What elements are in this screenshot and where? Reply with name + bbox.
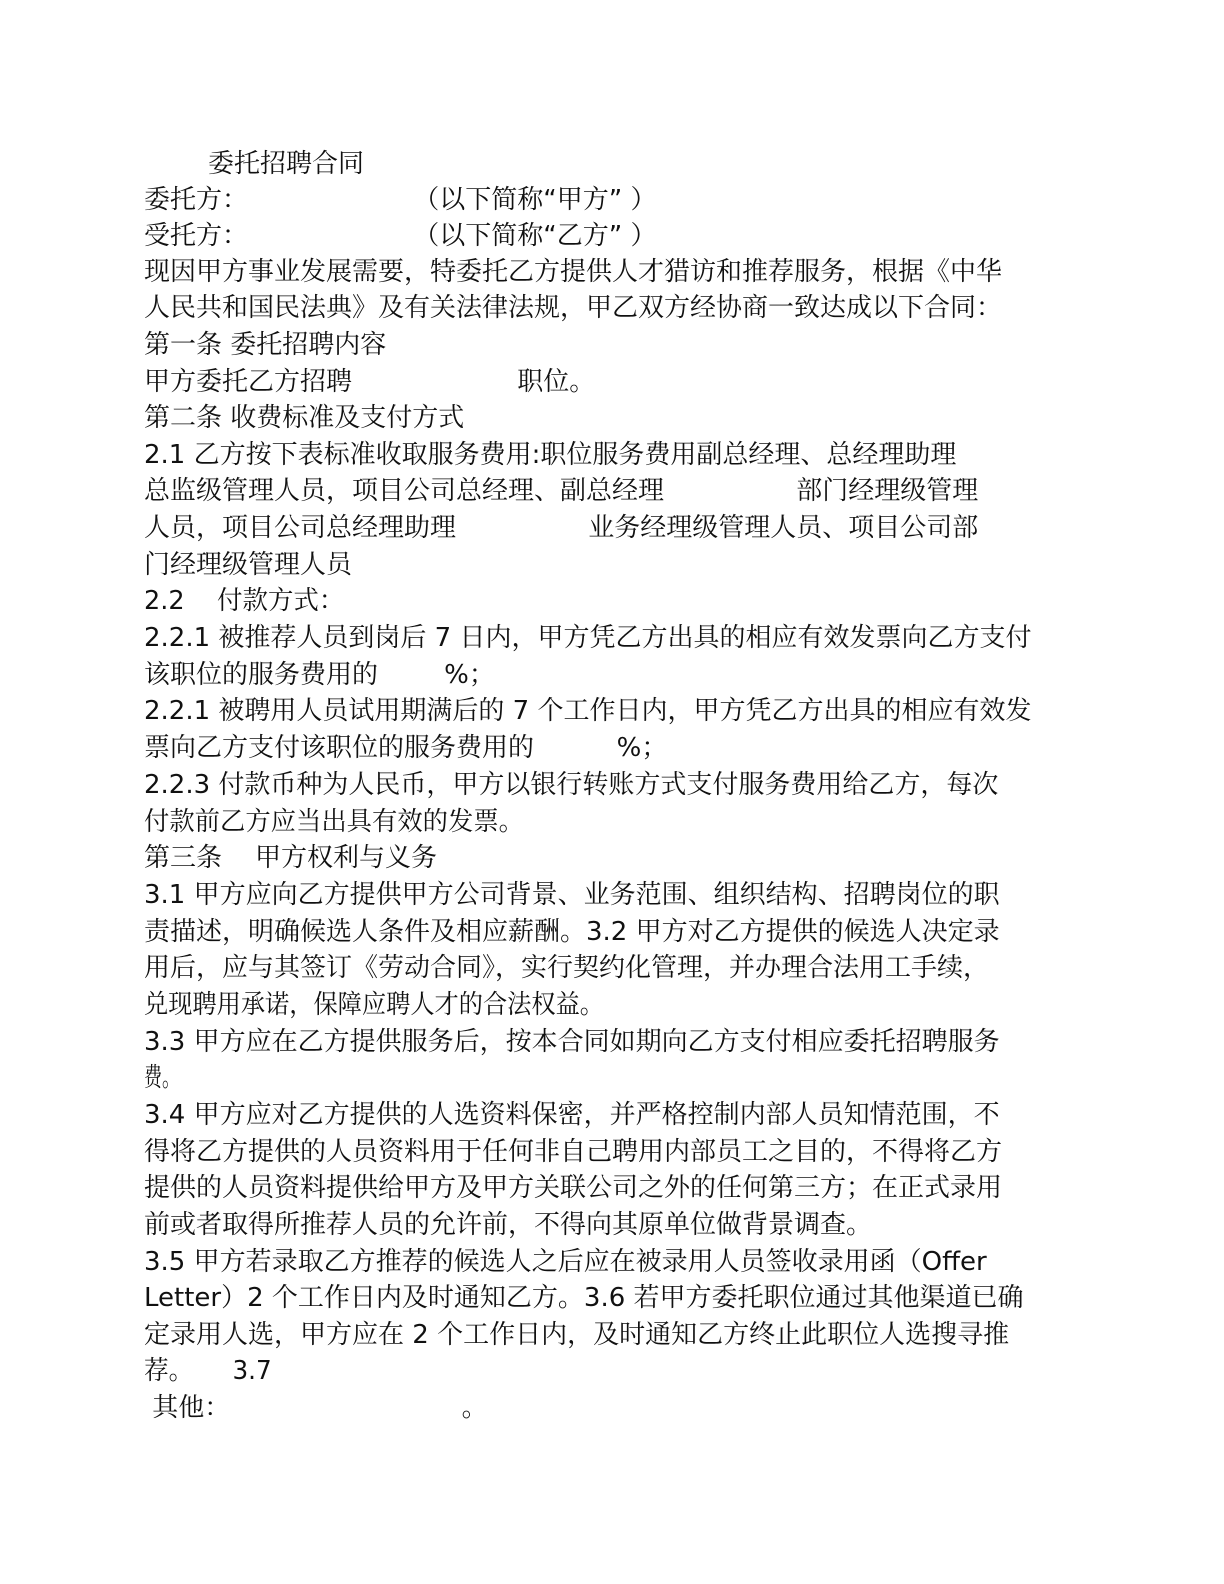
document-line: 提供的人员资料提供给甲方及甲方关联公司之外的任何第三方；在正式录用	[144, 1173, 1003, 1203]
document-line: 受托方： （以下简称“乙方” ）	[144, 221, 657, 251]
document-line: 第三条 甲方权利与义务	[144, 843, 438, 873]
document-line: 3.3 甲方应在乙方提供服务后，按本合同如期向乙方支付相应委托招聘服务	[144, 1027, 1000, 1057]
document-line: 现因甲方事业发展需要，特委托乙方提供人才猎访和推荐服务，根据《中华	[144, 257, 1003, 287]
document-line: 2.1 乙方按下表标准收取服务费用:职位服务费用副总经理、总经理助理	[144, 440, 957, 470]
document-line: 荐。 3.7	[144, 1356, 272, 1386]
document-line: 人员，项目公司总经理助理 业务经理级管理人员、项目公司部	[144, 513, 979, 543]
document-line: 定录用人选，甲方应在 2 个工作日内，及时通知乙方终止此职位人选搜寻推	[144, 1320, 1010, 1350]
document-line: 人民共和国民法典》及有关法律法规，甲乙双方经协商一致达成以下合同：	[144, 293, 1003, 323]
document-line: 2.2.3 付款币种为人民币，甲方以银行转账方式支付服务费用给乙方，每次	[144, 770, 999, 800]
document-line: 3.5 甲方若录取乙方推荐的候选人之后应在被录用人员签收录用函（Offer	[144, 1247, 987, 1277]
document-line: 责描述，明确候选人条件及相应薪酬。3.2 甲方对乙方提供的候选人决定录	[144, 917, 1000, 947]
document-line: 兑现聘用承诺，保障应聘人才的合法权益。	[144, 990, 605, 1020]
document-line: 第二条 收费标准及支付方式	[144, 403, 465, 433]
document-line: 3.4 甲方应对乙方提供的人选资料保密，并严格控制内部人员知情范围，不	[144, 1100, 1000, 1130]
document-line: 费。	[144, 1063, 181, 1093]
document-line: 票向乙方支付该职位的服务费用的 %；	[144, 733, 668, 763]
document-line: 门经理级管理人员	[144, 550, 353, 580]
document-line: 该职位的服务费用的 %；	[144, 660, 495, 690]
document-line: 总监级管理人员，项目公司总经理、副总经理 部门经理级管理	[144, 476, 979, 506]
document-line: 其他： 。	[144, 1393, 488, 1423]
document-line: 2.2 付款方式：	[144, 586, 345, 616]
document-line: 2.2.1 被推荐人员到岗后 7 日内，甲方凭乙方出具的相应有效发票向乙方支付	[144, 623, 1032, 653]
document-line: 甲方委托乙方招聘 职位。	[144, 367, 596, 397]
document-line: 得将乙方提供的人员资料用于任何非自己聘用内部员工之目的，不得将乙方	[144, 1137, 1003, 1167]
document-line: 3.1 甲方应向乙方提供甲方公司背景、业务范围、组织结构、招聘岗位的职	[144, 880, 1000, 910]
document-line: Letter）2 个工作日内及时通知乙方。3.6 若甲方委托职位通过其他渠道已确	[144, 1283, 1024, 1313]
document-line: 第一条 委托招聘内容	[144, 330, 387, 360]
document-line: 委托方： （以下简称“甲方” ）	[144, 185, 657, 215]
document-line: 付款前乙方应当出具有效的发票。	[144, 807, 525, 837]
document-title: 委托招聘合同	[208, 149, 365, 179]
document-line: 前或者取得所推荐人员的允许前，不得向其原单位做背景调查。	[144, 1210, 873, 1240]
document-line: 2.2.1 被聘用人员试用期满后的 7 个工作日内，甲方凭乙方出具的相应有效发	[144, 696, 1032, 726]
document-line: 用后，应与其签订《劳动合同》，实行契约化管理，并办理合法用工手续，	[144, 953, 990, 983]
